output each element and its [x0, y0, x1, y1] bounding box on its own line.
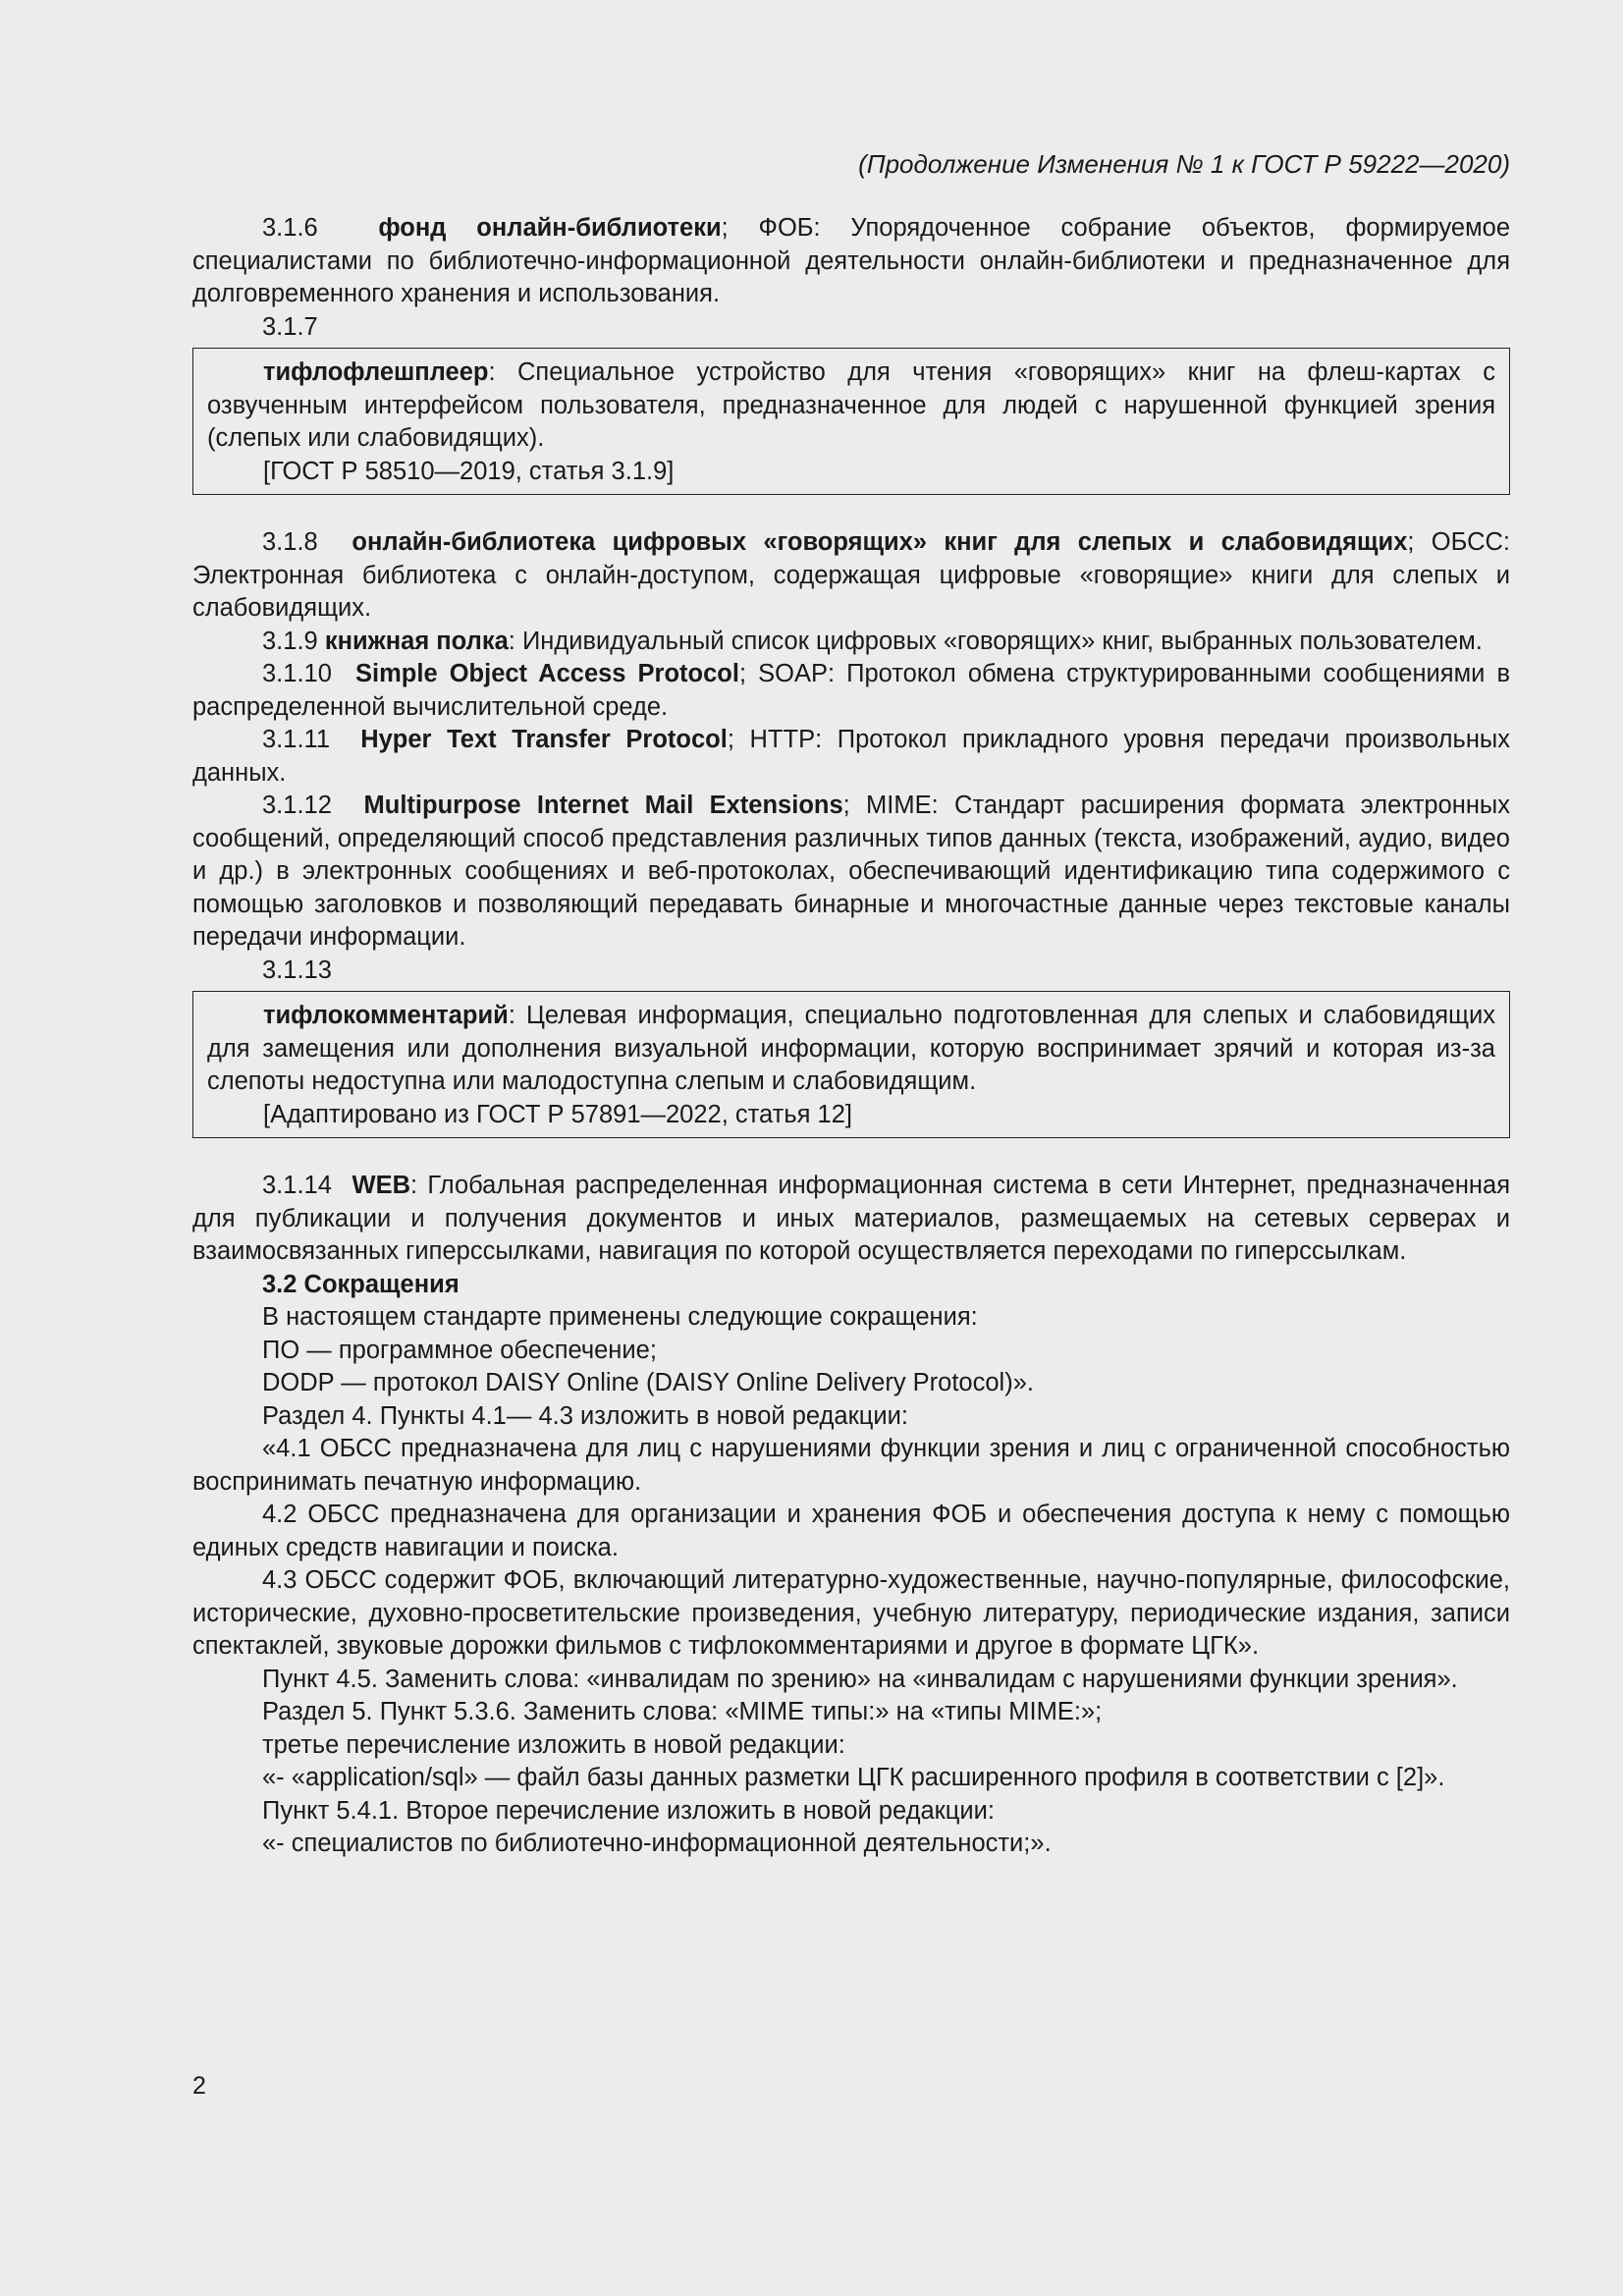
- text-line: DODP — протокол DAISY Online (DAISY Online Delivery Protocol)».: [262, 1369, 1034, 1396]
- definition-3-1-12: 3.1.12 Multipurpose Internet Mail Extensions; MIME: Стандарт расширения формата электронных сообщений, определяющий способ представления различных типов данных (текста, изображений, аудио, видео и др.) в электронных сообщениях и веб-протоколах, обеспечивающий идентификацию типа содержимого с помощью заголовков и позволяющий передавать бинарные и многочастные данные через текстовые каналы передачи информации.: [192, 792, 1511, 951]
- text-line: 4.3 ОБСС содержит ФОБ, включающий литературно-художественные, научно-популярные, философские, исторические, духовно-просветительские произведения, учебную литературу, периодические издания, записи спектаклей, звуковые дорожки фильмов с тифлокомментариями и другое в формате ЦГК».: [192, 1566, 1510, 1660]
- box-source: [Адаптировано из ГОСТ Р 57891—2022, статья 12]: [263, 1100, 852, 1128]
- text-line: 4.2 ОБСС предназначена для организации и хранения ФОБ и обеспечения доступа к нему с помощью единых средств навигации и поиска.: [192, 1501, 1510, 1561]
- text-line: Раздел 5. Пункт 5.3.6. Заменить слова: «MIME типы:» на «типы MIME:»;: [262, 1698, 1103, 1725]
- definition-3-1-14: 3.1.14 WEB: Глобальная распределенная информационная система в сети Интернет, предназначенная для публикации и получения документов и иных материалов, размещаемых на сетевых серверах и взаимосвязанных гиперссылками, навигация по которой осуществляется переходами по гиперссылкам.: [192, 1172, 1510, 1265]
- text-line: В настоящем стандарте применены следующие сокращения:: [262, 1303, 978, 1331]
- text-line: ПО — программное обеспечение;: [262, 1336, 657, 1364]
- definition-3-1-13-number: 3.1.13: [262, 956, 332, 984]
- definition-3-1-11: 3.1.11 Hyper Text Transfer Protocol; HTTP: Протокол прикладного уровня передачи произвольных данных.: [192, 726, 1510, 787]
- text-line: Пункт 5.4.1. Второе перечисление изложить в новой редакции:: [262, 1796, 995, 1825]
- text-line: «4.1 ОБСС предназначена для лиц с нарушениями функции зрения и лиц с ограниченной способностью воспринимать печатную информацию.: [192, 1435, 1510, 1496]
- page-header: (Продолжение Изменения № 1 к ГОСТ Р 59222—2020): [858, 149, 1510, 179]
- quoted-definition-box: [192, 991, 1510, 1138]
- text-line: «- специалистов по библиотечно-информационной деятельности;».: [262, 1830, 1052, 1857]
- text-line: «- «application/sql» — файл базы данных разметки ЦГК расширенного профиля в соответствии с [2]».: [262, 1764, 1445, 1791]
- document-body: [192, 212, 1510, 1861]
- box-source: [ГОСТ Р 58510—2019, статья 3.1.9]: [263, 457, 675, 485]
- page-number: 2: [192, 2072, 206, 2100]
- text-line: Раздел 4. Пункты 4.1— 4.3 изложить в новой редакции:: [262, 1401, 908, 1430]
- section-heading-3-2: 3.2 Сокращения: [262, 1270, 460, 1298]
- box-definition: тифлофлешплеер: Специальное устройство для чтения «говорящих» книг на флеш-картах с озвученным интерфейсом пользователя, предназначенное для людей с нарушенной функцией зрения (слепых или слабовидящих).: [207, 358, 1495, 452]
- definition-3-1-8: 3.1.8 онлайн-библиотека цифровых «говорящих» книг для слепых и слабовидящих; ОБСС: Электронная библиотека с онлайн-доступом, содержащая цифровые «говорящие» книги для слепых и слабовидящих.: [192, 528, 1510, 622]
- text-line: Пункт 4.5. Заменить слова: «инвалидам по зрению» на «инвалидам с нарушениями функции зрения».: [262, 1665, 1458, 1693]
- definition-3-1-6: 3.1.6 фонд онлайн-библиотеки; ФОБ: Упорядоченное собрание объектов, формируемое специалистами по библиотечно-информационной деятельности онлайн-библиотеки и предназначенное для долговременного хранения и использования.: [192, 214, 1510, 307]
- definition-3-1-9: 3.1.9 книжная полка: Индивидуальный список цифровых «говорящих» книг, выбранных пользователем.: [262, 627, 1483, 655]
- term: фонд онлайн-библиотеки: [378, 214, 722, 242]
- text-line: третье перечисление изложить в новой редакции:: [262, 1730, 845, 1759]
- definition-3-1-10: 3.1.10 Simple Object Access Protocol; SOAP: Протокол обмена структурированными сообщениями в распределенной вычислительной среде.: [192, 660, 1510, 721]
- quoted-definition-box: [192, 348, 1510, 495]
- definition-3-1-7-number: 3.1.7: [262, 312, 318, 341]
- box-definition: тифлокомментарий: Целевая информация, специально подготовленная для слепых и слабовидящих для замещения или дополнения визуальной информации, которую воспринимает зрячий и которая из-за слепоты недоступна или малодоступна слепым и слабовидящим.: [207, 1002, 1495, 1095]
